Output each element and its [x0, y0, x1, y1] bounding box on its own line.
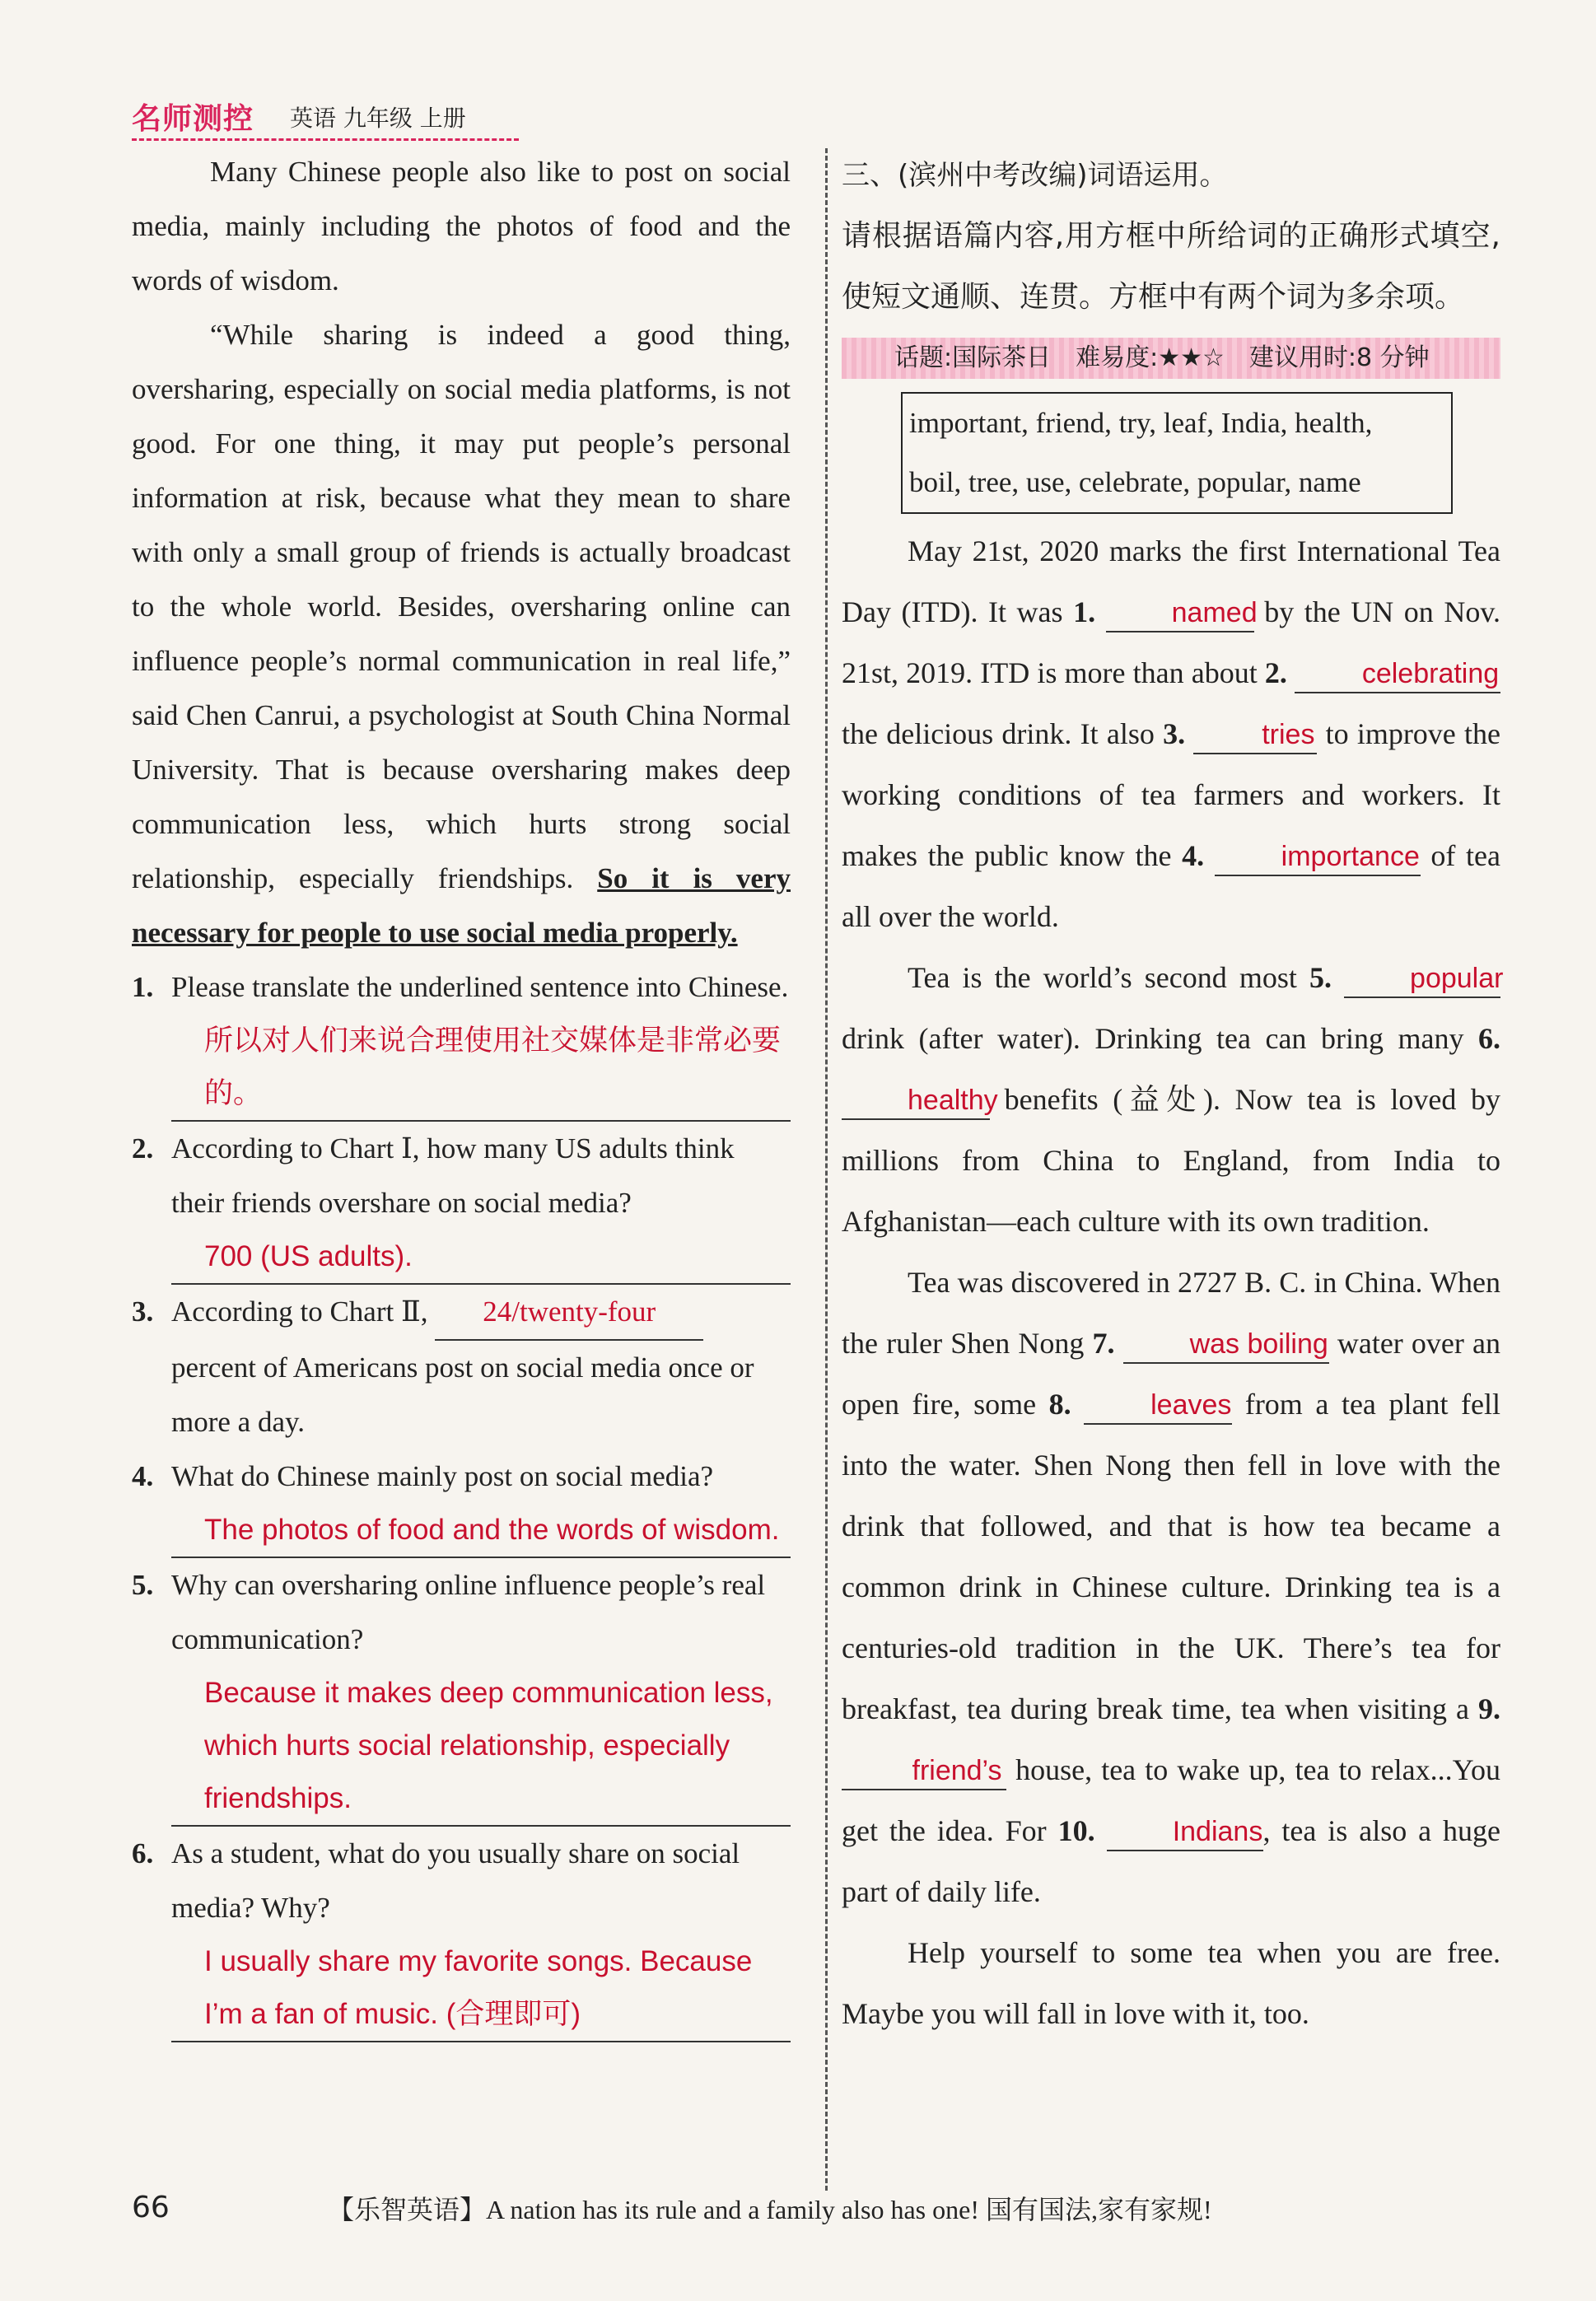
passage-text: the delicious drink. It also — [842, 717, 1155, 750]
question-text: Why can oversharing online influence people’s real communication? — [171, 1569, 766, 1655]
blank-number: 2. — [1264, 656, 1287, 689]
question-3 — [132, 1285, 791, 1449]
answer-5: Because it makes deep communication less, which hurts social relationship, especially friendships. — [171, 1667, 791, 1827]
blank-1: named — [1106, 595, 1254, 632]
word-box-line-2: boil, tree, use, celebrate, popular, name — [909, 466, 1361, 498]
header-divider — [132, 138, 519, 141]
answer-2: 700 (US adults). — [171, 1230, 791, 1285]
footer-line — [328, 2189, 1212, 2227]
reading-paragraph-2 — [132, 308, 791, 960]
brand-logo: 名师测控 — [132, 102, 254, 136]
question-5 — [132, 1558, 791, 1667]
cloze-paragraph-1 — [842, 520, 1500, 947]
passage-text: drink (after water). Drinking tea can bring many — [842, 1022, 1464, 1055]
blank-5: popular — [1344, 960, 1500, 998]
question-1 — [132, 960, 791, 1015]
blank-number: 10. — [1057, 1814, 1095, 1847]
word-box — [901, 392, 1453, 514]
blank-number: 6. — [1478, 1022, 1501, 1055]
footer-text: A nation has its rule and a family also has one! 国有国法,家有家规! — [486, 2195, 1212, 2224]
underlined-sentence: So it is very necessary for people to use social media properly. — [132, 862, 791, 949]
question-2 — [132, 1122, 791, 1230]
passage-text: by the UN on Nov. 21st, 2019. ITD is more than about — [842, 595, 1501, 689]
answer-3: 24/twenty-four — [435, 1285, 703, 1341]
blank-number: 9. — [1478, 1692, 1501, 1725]
passage-text: of tea all over the world. — [842, 839, 1500, 933]
question-text: According to Chart Ⅰ, how many US adults think their friends overshare on social media? — [171, 1132, 735, 1219]
book-subject: 英语 九年级 上册 — [290, 105, 466, 132]
question-number: 5. — [132, 1569, 154, 1601]
cloze-paragraph-4: Help yourself to some tea when you are free. Maybe you will fall in love with it, too. — [842, 1936, 1500, 2030]
question-number: 1. — [132, 971, 154, 1003]
question-text: Please translate the underlined sentence into Chinese. — [171, 971, 789, 1003]
topic-banner: 话题:国际茶日 难易度:★★☆ 建议用时:8 分钟 — [842, 338, 1500, 379]
blank-number: 1. — [1073, 595, 1096, 628]
instruction: 请根据语篇内容,用方框中所给词的正确形式填空,使短文通顺、连贯。方框中有两个词为多余项。 — [842, 219, 1500, 314]
question-number: 6. — [132, 1837, 154, 1869]
section-title: 三、(滨州中考改编)词语运用。 — [842, 159, 1228, 192]
passage-text: , tea is also a huge part of daily life. — [842, 1814, 1501, 1908]
blank-7: was boiling — [1123, 1326, 1329, 1364]
blank-number: 8. — [1048, 1388, 1071, 1421]
left-column — [132, 145, 791, 2042]
reading-paragraph-2-text: “While sharing is indeed a good thing, oversharing, especially on social media platforms, is not good. For one thing, it may put people’s personal information at risk, because what they mean to share with only a small group of friends is actually broadcast to the whole world. Besides, oversharing online can influence people’s normal communication in real life,” said Chen Canrui, a psychologist at South China Normal University. That is because oversharing makes deep communication less, which hurts strong social relationship, especially friendships. — [132, 319, 791, 894]
question-text: As a student, what do you usually share on social media? Why? — [171, 1837, 740, 1924]
blank-8: leaves — [1084, 1387, 1232, 1425]
blank-9: friend’s — [842, 1753, 1006, 1790]
passage-text: Tea was discovered in 2727 B. C. in China. When the ruler Shen Nong — [842, 1266, 1500, 1360]
cloze-paragraph-3 — [842, 1252, 1500, 1922]
passage-text: benefits (益处). Now tea is loved by millions from China to England, from India to Afghanistan—each culture with its own tradition. — [842, 1083, 1501, 1238]
blank-3: tries — [1193, 716, 1317, 754]
blank-6: healthy — [842, 1082, 990, 1120]
footer-tag: 【乐智英语】 — [328, 2195, 487, 2224]
blank-number: 4. — [1182, 839, 1205, 872]
passage-text: May 21st, 2020 marks the first International Tea Day (ITD). It was — [842, 534, 1500, 628]
blank-10: Indians — [1107, 1813, 1263, 1851]
passage-text: water over an open fire, some — [842, 1327, 1501, 1421]
reading-paragraph-1: Many Chinese people also like to post on social media, mainly including the photos of food and the words of wisdom. — [132, 156, 791, 296]
question-6 — [132, 1827, 791, 1935]
passage-text: from a tea plant fell into the water. Shen Nong then fell in love with the drink that followed, and that is how tea became a common drink in Chinese culture. Drinking tea is a centuries-old tradition in the UK. There’s tea for breakfast, tea during break time, tea when visiting a — [842, 1388, 1501, 1725]
question-text: percent of Americans post on social media once or more a day. — [171, 1351, 754, 1438]
blank-2: celebrating — [1295, 656, 1500, 693]
passage-text: to improve the working conditions of tea farmers and workers. It makes the public know the — [842, 717, 1500, 872]
right-column — [842, 145, 1504, 2044]
blank-number: 5. — [1309, 961, 1332, 994]
question-4 — [132, 1449, 791, 1504]
answer-1: 所以对人们来说合理使用社交媒体是非常必要的。 — [171, 1015, 791, 1122]
blank-number: 7. — [1092, 1327, 1115, 1360]
word-box-line-1: important, friend, try, leaf, India, health, — [909, 407, 1373, 439]
question-text: According to Chart Ⅱ, — [171, 1295, 428, 1328]
question-text: What do Chinese mainly post on social media? — [171, 1460, 714, 1492]
passage-text: Tea is the world’s second most — [908, 961, 1297, 994]
question-number: 2. — [132, 1132, 154, 1165]
question-number: 4. — [132, 1460, 154, 1492]
page-number: 66 — [132, 2191, 170, 2224]
blank-number: 3. — [1163, 717, 1186, 750]
cloze-paragraph-2 — [842, 947, 1504, 1252]
answer-6: I usually share my favorite songs. Because I’m a fan of music. (合理即可) — [171, 1935, 791, 2042]
answer-4: The photos of food and the words of wisdom. — [171, 1504, 791, 1558]
column-divider — [825, 148, 828, 2191]
question-number: 3. — [132, 1295, 154, 1328]
blank-4: importance — [1215, 838, 1421, 876]
passage-text: house, tea to wake up, tea to relax...You get the idea. For — [842, 1753, 1500, 1847]
